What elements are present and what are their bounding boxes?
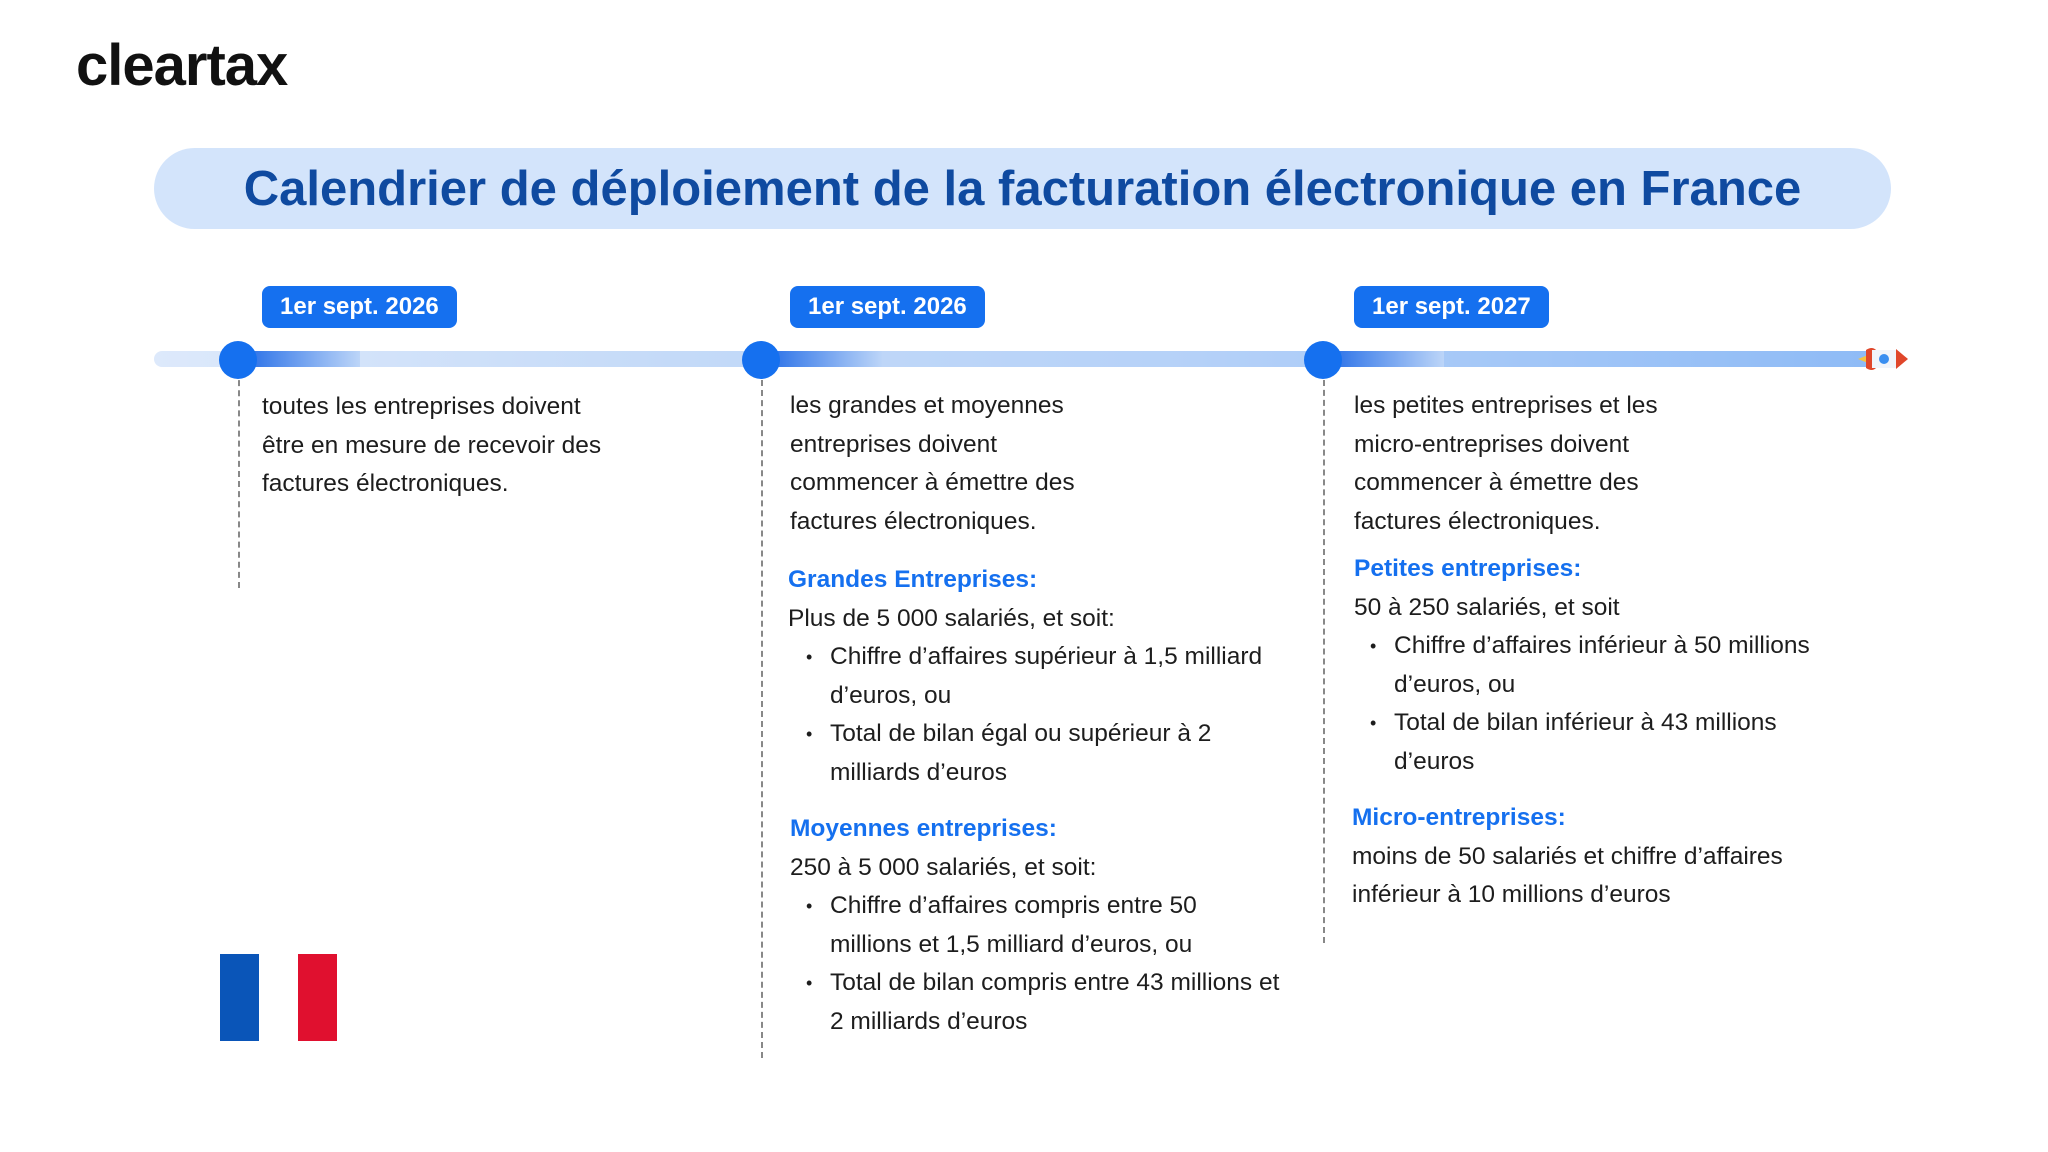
dashed-connector	[1323, 370, 1325, 943]
group-heading: Moyennes entreprises:	[790, 815, 1057, 842]
group-intro: Plus de 5 000 salariés, et soit:	[788, 604, 1115, 632]
group-heading: Petites entreprises:	[1354, 555, 1582, 582]
rocket-icon	[1858, 344, 1908, 374]
title-banner	[154, 148, 1891, 229]
bullet-item: • Total de bilan égal ou supérieur à 2 milliards d’euros	[830, 715, 1280, 792]
page-title: Calendrier de déploiement de la facturation électronique en France	[243, 161, 1802, 216]
milestone-1-text	[262, 388, 602, 504]
milestone-dot	[219, 341, 257, 379]
france-flag-icon	[220, 954, 337, 1041]
milestone-3-text	[1354, 387, 1824, 915]
bullet-item: • Chiffre d’affaires supérieur à 1,5 milliard d’euros, ou	[830, 638, 1280, 715]
timeline-segment	[1334, 351, 1444, 367]
dashed-connector	[238, 370, 240, 588]
group-intro: 50 à 250 salariés, et soit	[1354, 593, 1620, 621]
milestone-description: les grandes et moyennes entreprises doivent commencer à émettre des factures électroniques.	[790, 392, 1075, 535]
group-intro: moins de 50 salariés et chiffre d’affaires inférieur à 10 millions d’euros	[1352, 842, 1783, 908]
milestone-dot	[1304, 341, 1342, 379]
date-badge: 1er sept. 2026	[790, 286, 985, 328]
bullet-item: • Chiffre d’affaires inférieur à 50 millions d’euros, ou	[1394, 627, 1824, 704]
bullet-item: • Total de bilan inférieur à 43 millions d’euros	[1394, 704, 1824, 781]
date-badge: 1er sept. 2027	[1354, 286, 1549, 328]
bullet-item: • Chiffre d’affaires compris entre 50 millions et 1,5 milliard d’euros, ou	[830, 887, 1280, 964]
timeline-segment	[250, 351, 360, 367]
group-intro: 250 à 5 000 salariés, et soit:	[790, 853, 1097, 881]
date-badge: 1er sept. 2026	[262, 286, 457, 328]
milestone-description: les petites entreprises et les micro-entreprises doivent commencer à émettre des factures électroniques.	[1354, 392, 1658, 535]
dashed-connector	[761, 370, 763, 1058]
group-heading: Grandes Entreprises:	[788, 566, 1038, 593]
milestone-dot	[742, 341, 780, 379]
milestone-2-text	[790, 387, 1280, 1041]
cleartax-logo: cleartax	[76, 33, 288, 98]
milestone-description: toutes les entreprises doivent être en mesure de recevoir des factures électroniques.	[262, 393, 602, 497]
timeline-segment	[772, 351, 882, 367]
timeline-track	[154, 351, 1894, 367]
group-heading: Micro-entreprises:	[1352, 804, 1566, 831]
bullet-item: • Total de bilan compris entre 43 millions et 2 milliards d’euros	[830, 964, 1280, 1041]
